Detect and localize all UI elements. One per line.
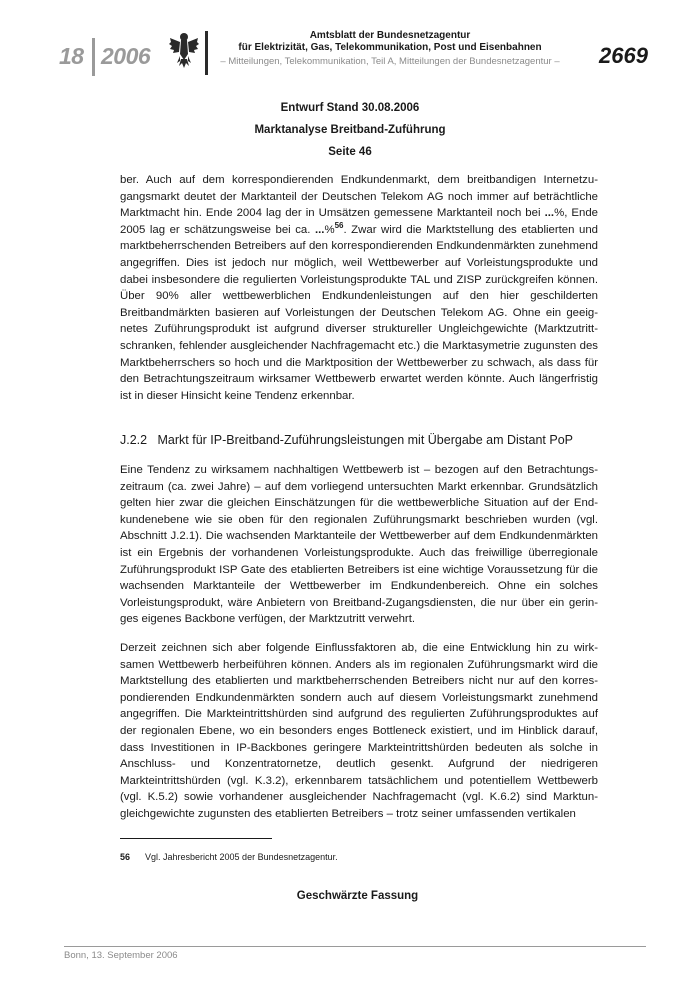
draft-status: Entwurf Stand 30.08.2006	[280, 102, 420, 114]
gazette-title-line2: für Elektrizität, Gas, Telekommunikation, Post und Eisenbahnen	[238, 42, 542, 53]
issue-year: 2006	[101, 43, 151, 69]
paragraph-1-text-d: . Zwar wird die Marktstellung des etablierten und marktbeherrschenden Betreibers auf den korrespondierenden Endkundenmärkten zunehmend angegriffen. Dies ist jedoch nur möglich, weil Wettbewerber auf Vorleistungsprodukte und dabei insbesondere die regulierten Vorleistungsprodukte TAL und ZISP zurückgreifen können. Über 90% aller wettbewerblichen Endkundenleistungen auf den hier geschilderten Breitbandmärkten basieren auf Vorleistungen der Deutschen Telekom AG. Ohne ein geeignetes Zuführungsprodukt ist aufgrund diverser struktureller Ungleichgewichte (Marktzutrittschranken, fehlender ausgleichender Nachfragemacht etc.) die Marktasymetrie zugunsten des Marktbeherrschers so hoch und die Marktposition der Wettbewerber zu schwach, als dass für den Betrachtungszeitraum wirksamer Wettbewerb erwartet werden könnte. Auch längerfristig ist in dieser Hinsicht keine Tendenz erkennbar.	[120, 223, 598, 402]
paragraph-3	[120, 640, 598, 823]
footer-date: Bonn, 13. September 2006	[64, 950, 178, 961]
blackened-version-label: Geschwärzte Fassung	[296, 890, 419, 902]
paragraph-1-text-a: ber. Auch auf dem korrespondierenden Endkundenmarkt, dem breitbandigen Internetzugangsmarkt deutet der Marktanteil der Deutschen Telekom AG noch immer auf beträchtliche Marktmacht hin. Ende 2004 lag der in Umsätzen gemessene Marktanteil noch bei	[120, 174, 598, 220]
redacted-value: ...	[314, 223, 325, 236]
header-divider	[92, 38, 95, 76]
paragraph-2-text: Eine Tendenz zu wirksamem nachhaltigen Wettbewerb ist – bezogen auf den Betrachtungszeitraum (ca. zwei Jahre) – auf dem vorliegend untersuchten Markt erkennbar. Grundsätzlich gelten hier zwar die gleichen Einschätzungen für die wettbewerbliche Situation auf der Endkundenebene wie sie oben für den regionalen Zuführungsmarkt beschrieben wurden (vgl. Abschnitt J.2.1). Die wachsenden Marktanteile der Wettbewerber auf dem Endkundenmärkten ist ein Ergebnis der vorhandenen Vorleistungsprodukte. Auch das freiwillige überregionale Zuführungsprodukt ISP Gate des etablierten Betreibers ist eine wichtige Voraussetzung für die wachsenden Marktanteile der Wettbewerber im Endkundenbereich. Ohne ein solches Vorleistungsprodukt, wäre Anbietern von Breitband-Zugangsdiensten, die nur über ein geringes eigenes Backbone verfügen, der Marktzutritt verwehrt.	[120, 464, 598, 626]
section-heading: J.2.2 Markt für IP-Breitband-Zuführungsleistungen mit Übergabe am Distant PoP	[120, 433, 573, 447]
draft-title: Marktanalyse Breitband-Zuführung	[254, 124, 446, 136]
gazette-title	[215, 30, 565, 54]
page-number: 2669	[599, 43, 648, 68]
footnote	[120, 852, 338, 862]
draft-header	[0, 97, 700, 163]
draft-page: Seite 46	[328, 146, 372, 158]
footer-divider	[64, 946, 646, 947]
footnote-text: Vgl. Jahresbericht 2005 der Bundesnetzagentur.	[145, 852, 338, 862]
issue-number: 18	[59, 43, 84, 69]
footnote-reference[interactable]: 56	[334, 220, 344, 230]
footnote-divider	[120, 838, 272, 839]
paragraph-1	[120, 172, 598, 404]
header-divider-dark	[205, 31, 208, 75]
paragraph-3-text: Derzeit zeichnen sich aber folgende Einflussfaktoren ab, die eine Entwicklung hin zu wirksamen Wettbewerb herbeiführen können. Anders als im regionalen Zuführungsmarkt wird die Marktstellung des etablierten und marktbeherrschenden Betreibers nicht nur auf den korrespondierenden Endkundenmärkten sondern auch auf diesem Vorleistungsmarkt zunehmend angegriffen. Die Markteintrittshürden sind aufgrund des regulierten Zuführungsproduktes auf der regionalen Ebene, wo ein besonders enges Bottleneck existiert, und im Hinblick darauf, dass Investitionen in IP-Backbones geringere Markteintrittshürden bedeuten als solche in Anschluss- und Konzentratornetze, deutlich gesenkt. Aufgrund der niedrigeren Markteintrittshürden (vgl. K.3.2), erkennbarem tatsächlichem und potentiellem Wettbewerb (vgl. K.5.2) sowie vorhandener ausgleichender Nachfragemacht (vgl. K.6.2) sind Marktungleichgewichte zugunsten des etablierten Betreibers – trotz seiner umfassenden vertikalen	[120, 642, 598, 820]
paragraph-1-text-c: %	[324, 223, 335, 236]
redacted-value: ...	[544, 207, 555, 220]
paragraph-1-text-b: %, Ende 2005 lag er schätzungsweise bei ca.	[120, 207, 598, 236]
gazette-title-line1: Amtsblatt der Bundesnetzagentur	[309, 30, 471, 41]
paragraph-2	[120, 462, 598, 628]
gazette-subtitle: – Mitteilungen, Telekommunikation, Teil A, Mitteilungen der Bundesnetzagentur –	[220, 56, 560, 67]
footnote-number: 56	[120, 852, 131, 862]
federal-eagle-icon	[168, 30, 200, 72]
